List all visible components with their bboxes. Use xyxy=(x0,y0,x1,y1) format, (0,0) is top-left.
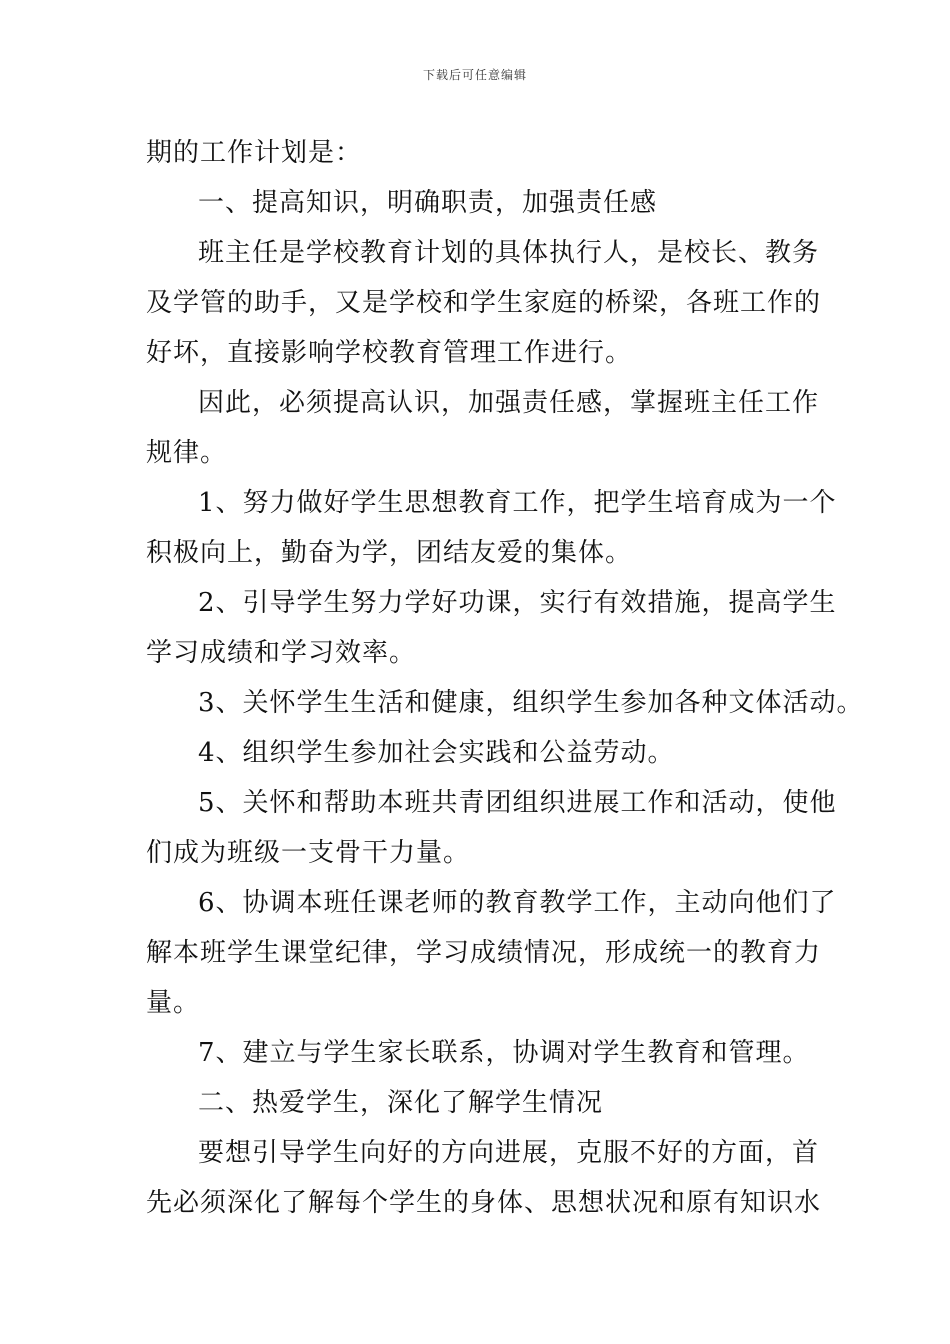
paragraph xyxy=(146,678,864,728)
text-line: 6、协调本班任课老师的教育教学工作，主动向他们了 xyxy=(198,888,837,918)
text-line: 及学管的助手，又是学校和学生家庭的桥梁，各班工作的 xyxy=(146,288,822,318)
paragraph xyxy=(146,178,808,228)
paragraph xyxy=(146,1078,808,1128)
text-line: 班主任是学校教育计划的具体执行人，是校长、教务 xyxy=(198,238,820,268)
text-line: 解本班学生课堂纪律，学习成绩情况，形成统一的教育力 xyxy=(146,938,822,968)
paragraph xyxy=(146,578,837,678)
text-line: 学习成绩和学习效率。 xyxy=(146,638,417,668)
text-line: 先必须深化了解每个学生的身体、思想状况和原有知识水 xyxy=(146,1188,822,1218)
paragraph xyxy=(146,378,820,478)
text-line: 一、提高知识，明确职责，加强责任感 xyxy=(198,188,658,218)
page-header: 下载后可任意编辑 xyxy=(422,68,527,82)
paragraph xyxy=(146,878,837,1028)
text-line: 1、努力做好学生思想教育工作，把学生培育成为一个 xyxy=(198,488,837,518)
paragraph xyxy=(146,228,822,378)
text-line: 积极向上，勤奋为学，团结友爱的集体。 xyxy=(146,538,633,568)
text-line: 5、关怀和帮助本班共青团组织进展工作和活动，使他 xyxy=(198,788,837,818)
paragraph xyxy=(146,1128,822,1228)
text-line: 2、引导学生努力学好功课，实行有效措施，提高学生 xyxy=(198,588,837,618)
paragraph xyxy=(146,728,808,778)
text-line: 规律。 xyxy=(146,438,228,468)
paragraph xyxy=(146,128,808,178)
paragraph xyxy=(146,478,837,578)
text-line: 4、组织学生参加社会实践和公益劳动。 xyxy=(198,738,675,768)
text-line: 因此，必须提高认识，加强责任感，掌握班主任工作 xyxy=(198,388,820,418)
text-line: 要想引导学生向好的方向进展，克服不好的方面，首 xyxy=(198,1138,820,1168)
body-text xyxy=(146,128,864,1228)
text-line: 二、热爱学生，深化了解学生情况 xyxy=(198,1088,604,1118)
text-line: 3、关怀学生生活和健康，组织学生参加各种文体活动。 xyxy=(198,688,864,718)
text-line: 7、建立与学生家长联系，协调对学生教育和管理。 xyxy=(198,1038,810,1068)
paragraph xyxy=(146,778,837,878)
text-line: 好坏，直接影响学校教育管理工作进行。 xyxy=(146,338,633,368)
paragraph xyxy=(146,1028,808,1078)
text-line: 量。 xyxy=(146,988,201,1018)
text-line: 期的工作计划是： xyxy=(146,138,363,168)
text-line: 们成为班级一支骨干力量。 xyxy=(146,838,471,868)
